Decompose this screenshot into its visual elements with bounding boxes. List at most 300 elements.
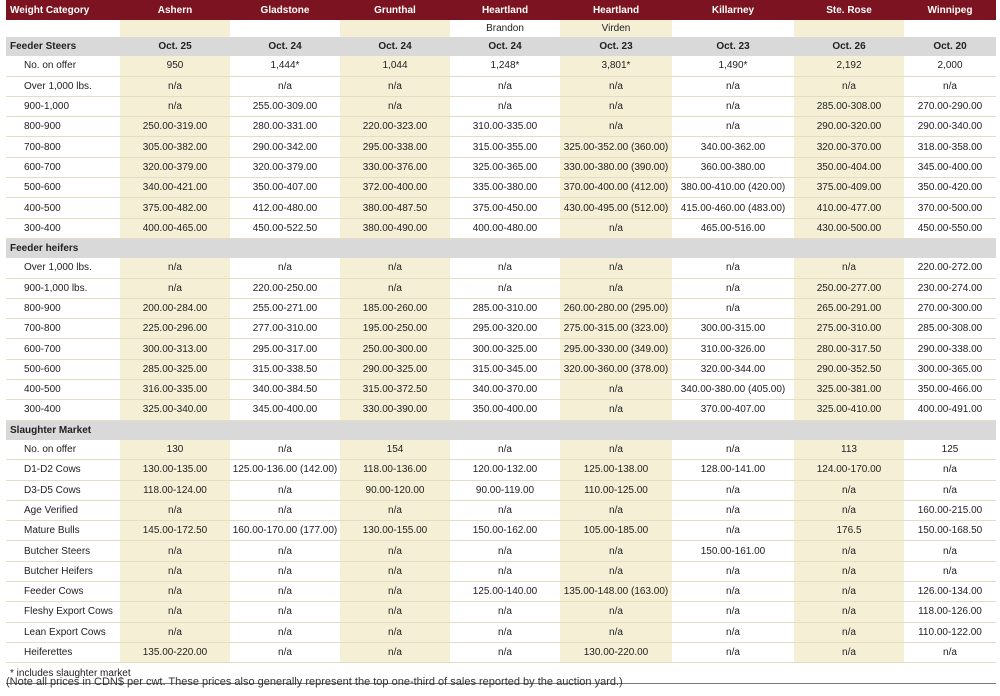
price-cell: n/a	[794, 541, 904, 561]
row-label: 800-900	[6, 298, 120, 318]
price-cell: 120.00-132.00	[450, 460, 560, 480]
price-cell: 340.00-384.50	[230, 380, 340, 400]
table-row	[6, 359, 996, 379]
price-cell: 340.00-370.00	[450, 380, 560, 400]
section-date	[450, 238, 560, 258]
section-header-row	[6, 37, 996, 56]
price-cell: n/a	[904, 642, 996, 662]
price-cell: 290.00-325.00	[340, 359, 450, 379]
price-cell: 350.00-420.00	[904, 178, 996, 198]
price-cell: n/a	[450, 602, 560, 622]
row-label: Age Verified	[6, 500, 120, 520]
table-row	[6, 460, 996, 480]
price-cell: 305.00-382.00	[120, 137, 230, 157]
header-location: Ste. Rose	[794, 0, 904, 20]
price-cell: 110.00-122.00	[904, 622, 996, 642]
price-note: (Note all prices in CDN$ per cwt. These prices also generally represent the top one-third of sales reported by the auction yard.)	[6, 676, 623, 688]
price-cell: 105.00-185.00	[560, 521, 672, 541]
price-cell: 380.00-487.50	[340, 198, 450, 218]
row-label: 700-800	[6, 319, 120, 339]
price-cell: 950	[120, 56, 230, 76]
section-date	[560, 420, 672, 440]
price-cell: n/a	[904, 561, 996, 581]
section-date: Oct. 20	[904, 37, 996, 56]
price-cell: 380.00-490.00	[340, 218, 450, 238]
price-cell: 285.00-325.00	[120, 359, 230, 379]
price-cell: 1,044	[340, 56, 450, 76]
table-row	[6, 339, 996, 359]
price-cell: 1,490*	[672, 56, 794, 76]
price-cell: n/a	[672, 96, 794, 116]
price-cell: 280.00-317.50	[794, 339, 904, 359]
row-label: D3-D5 Cows	[6, 480, 120, 500]
price-cell: 400.00-465.00	[120, 218, 230, 238]
subheader-cell	[230, 20, 340, 37]
subheader-cell: Virden	[560, 20, 672, 37]
price-cell: n/a	[120, 500, 230, 520]
price-cell: 130.00-155.00	[340, 521, 450, 541]
section-date: Oct. 24	[340, 37, 450, 56]
row-label: 900-1,000 lbs.	[6, 278, 120, 298]
price-cell: n/a	[794, 642, 904, 662]
price-cell: 295.00-320.00	[450, 319, 560, 339]
row-label: Heiferettes	[6, 642, 120, 662]
price-cell: 113	[794, 440, 904, 460]
row-label: Butcher Heifers	[6, 561, 120, 581]
price-cell: 185.00-260.00	[340, 298, 450, 318]
price-cell: 375.00-409.00	[794, 178, 904, 198]
price-cell: n/a	[794, 561, 904, 581]
section-header-row	[6, 420, 996, 440]
price-cell: 270.00-300.00	[904, 298, 996, 318]
price-cell: 375.00-450.00	[450, 198, 560, 218]
section-date	[560, 238, 672, 258]
price-cell: 90.00-120.00	[340, 480, 450, 500]
price-cell: 300.00-315.00	[672, 319, 794, 339]
price-cell: 290.00-352.50	[794, 359, 904, 379]
row-label: No. on offer	[6, 440, 120, 460]
price-cell: 110.00-125.00	[560, 480, 672, 500]
price-cell: 350.00-400.00	[450, 400, 560, 420]
price-cell: 225.00-296.00	[120, 319, 230, 339]
price-cell: 290.00-342.00	[230, 137, 340, 157]
price-cell: 325.00-381.00	[794, 380, 904, 400]
price-cell: 277.00-310.00	[230, 319, 340, 339]
price-cell: 415.00-460.00 (483.00)	[672, 198, 794, 218]
subheader-cell	[904, 20, 996, 37]
price-cell: n/a	[230, 622, 340, 642]
price-cell: n/a	[230, 582, 340, 602]
price-cell: 345.00-400.00	[904, 157, 996, 177]
table-row	[6, 258, 996, 278]
price-cell: 316.00-335.00	[120, 380, 230, 400]
price-cell: 315.00-345.00	[450, 359, 560, 379]
price-cell: 145.00-172.50	[120, 521, 230, 541]
row-label: 300-400	[6, 218, 120, 238]
price-cell: 350.00-404.00	[794, 157, 904, 177]
price-cell: n/a	[794, 76, 904, 96]
header-location: Grunthal	[340, 0, 450, 20]
row-label: 400-500	[6, 380, 120, 400]
price-cell: 220.00-323.00	[340, 117, 450, 137]
price-cell: 400.00-491.00	[904, 400, 996, 420]
price-cell: 430.00-500.00	[794, 218, 904, 238]
price-cell: n/a	[560, 380, 672, 400]
price-cell: n/a	[794, 500, 904, 520]
header-location: Ashern	[120, 0, 230, 20]
table-row	[6, 96, 996, 116]
price-cell: n/a	[794, 258, 904, 278]
row-label: 600-700	[6, 339, 120, 359]
price-cell: 195.00-250.00	[340, 319, 450, 339]
price-cell: 295.00-338.00	[340, 137, 450, 157]
section-title: Feeder heifers	[6, 238, 120, 258]
table-row	[6, 400, 996, 420]
price-cell: 255.00-271.00	[230, 298, 340, 318]
row-label: 800-900	[6, 117, 120, 137]
table-row	[6, 440, 996, 460]
price-cell: 340.00-380.00 (405.00)	[672, 380, 794, 400]
price-cell: n/a	[560, 96, 672, 116]
table-row	[6, 602, 996, 622]
subheader-row	[6, 20, 996, 37]
price-cell: 128.00-141.00	[672, 460, 794, 480]
table-row	[6, 319, 996, 339]
section-date: Oct. 26	[794, 37, 904, 56]
price-cell: 124.00-170.00	[794, 460, 904, 480]
price-cell: n/a	[230, 500, 340, 520]
price-cell: 290.00-320.00	[794, 117, 904, 137]
subheader-cell	[120, 20, 230, 37]
section-date	[230, 420, 340, 440]
price-cell: n/a	[672, 480, 794, 500]
subheader-cell	[6, 20, 120, 37]
price-cell: 150.00-161.00	[672, 541, 794, 561]
price-cell: 135.00-148.00 (163.00)	[560, 582, 672, 602]
price-cell: 400.00-480.00	[450, 218, 560, 238]
price-cell: 325.00-352.00 (360.00)	[560, 137, 672, 157]
row-label: Over 1,000 lbs.	[6, 76, 120, 96]
price-cell: n/a	[672, 440, 794, 460]
row-label: 400-500	[6, 198, 120, 218]
subheader-cell	[672, 20, 794, 37]
price-cell: 1,444*	[230, 56, 340, 76]
price-cell: n/a	[450, 500, 560, 520]
price-cell: 370.00-407.00	[672, 400, 794, 420]
price-cell: 135.00-220.00	[120, 642, 230, 662]
price-cell: n/a	[904, 541, 996, 561]
price-cell: 220.00-272.00	[904, 258, 996, 278]
price-cell: n/a	[340, 96, 450, 116]
price-cell: n/a	[560, 561, 672, 581]
section-date	[904, 420, 996, 440]
price-cell: 125.00-140.00	[450, 582, 560, 602]
table-row	[6, 380, 996, 400]
price-cell: 320.00-379.00	[230, 157, 340, 177]
price-cell: 280.00-331.00	[230, 117, 340, 137]
price-cell: n/a	[340, 541, 450, 561]
price-cell: n/a	[450, 642, 560, 662]
price-cell: n/a	[560, 278, 672, 298]
price-cell: n/a	[672, 76, 794, 96]
price-cell: 325.00-410.00	[794, 400, 904, 420]
price-cell: n/a	[450, 440, 560, 460]
row-label: D1-D2 Cows	[6, 460, 120, 480]
section-date	[340, 238, 450, 258]
price-cell: 255.00-309.00	[230, 96, 340, 116]
price-cell: n/a	[120, 278, 230, 298]
price-cell: n/a	[560, 541, 672, 561]
price-cell: 150.00-168.50	[904, 521, 996, 541]
price-cell: n/a	[794, 480, 904, 500]
table-row	[6, 218, 996, 238]
price-cell: 285.00-308.00	[794, 96, 904, 116]
price-cell: n/a	[120, 582, 230, 602]
price-cell: 250.00-277.00	[794, 278, 904, 298]
table-row	[6, 278, 996, 298]
section-header-row	[6, 238, 996, 258]
price-cell: 320.00-370.00	[794, 137, 904, 157]
section-date	[794, 420, 904, 440]
price-cell: 330.00-380.00 (390.00)	[560, 157, 672, 177]
price-cell: 290.00-338.00	[904, 339, 996, 359]
section-date	[794, 238, 904, 258]
price-cell: 320.00-344.00	[672, 359, 794, 379]
price-cell: 430.00-495.00 (512.00)	[560, 198, 672, 218]
section-title: Feeder Steers	[6, 37, 120, 56]
table-row	[6, 561, 996, 581]
price-cell: 154	[340, 440, 450, 460]
price-cell: 360.00-380.00	[672, 157, 794, 177]
price-cell: n/a	[120, 258, 230, 278]
price-cell: n/a	[450, 622, 560, 642]
price-cell: 150.00-162.00	[450, 521, 560, 541]
header-location: Heartland	[560, 0, 672, 20]
row-label: No. on offer	[6, 56, 120, 76]
price-cell: n/a	[340, 561, 450, 581]
price-cell: 300.00-365.00	[904, 359, 996, 379]
section-date	[672, 420, 794, 440]
price-cell: n/a	[560, 258, 672, 278]
price-cell: 325.00-365.00	[450, 157, 560, 177]
price-cell: 220.00-250.00	[230, 278, 340, 298]
price-cell: n/a	[450, 96, 560, 116]
price-cell: 450.00-522.50	[230, 218, 340, 238]
price-cell: n/a	[230, 480, 340, 500]
price-cell: 290.00-340.00	[904, 117, 996, 137]
price-cell: n/a	[450, 541, 560, 561]
section-date: Oct. 24	[230, 37, 340, 56]
header-location: Killarney	[672, 0, 794, 20]
price-cell: 340.00-362.00	[672, 137, 794, 157]
section-date	[904, 238, 996, 258]
subheader-cell	[794, 20, 904, 37]
table-row	[6, 157, 996, 177]
header-weight-category: Weight Category	[6, 0, 120, 20]
table-row	[6, 198, 996, 218]
price-cell: n/a	[672, 622, 794, 642]
price-cell: n/a	[672, 258, 794, 278]
price-cell: 295.00-317.00	[230, 339, 340, 359]
table-row	[6, 541, 996, 561]
table-row	[6, 582, 996, 602]
price-cell: 325.00-340.00	[120, 400, 230, 420]
price-cell: 295.00-330.00 (349.00)	[560, 339, 672, 359]
price-cell: 345.00-400.00	[230, 400, 340, 420]
row-label: Lean Export Cows	[6, 622, 120, 642]
price-cell: 315.00-338.50	[230, 359, 340, 379]
price-cell: n/a	[340, 76, 450, 96]
price-cell: n/a	[120, 561, 230, 581]
table-row	[6, 622, 996, 642]
row-label: 300-400	[6, 400, 120, 420]
price-cell: n/a	[560, 500, 672, 520]
section-date: Oct. 23	[560, 37, 672, 56]
price-cell: 2,000	[904, 56, 996, 76]
price-cell: 315.00-372.50	[340, 380, 450, 400]
price-cell: n/a	[230, 541, 340, 561]
price-cell: n/a	[340, 258, 450, 278]
row-label: 900-1,000	[6, 96, 120, 116]
price-cell: 3,801*	[560, 56, 672, 76]
price-cell: 350.00-466.00	[904, 380, 996, 400]
price-cell: 410.00-477.00	[794, 198, 904, 218]
price-cell: 125	[904, 440, 996, 460]
row-label: Fleshy Export Cows	[6, 602, 120, 622]
price-cell: 275.00-310.00	[794, 319, 904, 339]
price-cell: 350.00-407.00	[230, 178, 340, 198]
price-cell: 275.00-315.00 (323.00)	[560, 319, 672, 339]
price-cell: n/a	[340, 500, 450, 520]
section-title: Slaughter Market	[6, 420, 120, 440]
price-cell: 465.00-516.00	[672, 218, 794, 238]
section-date	[340, 420, 450, 440]
header-row	[6, 0, 996, 20]
price-cell: 250.00-300.00	[340, 339, 450, 359]
price-cell: n/a	[450, 76, 560, 96]
price-cell: n/a	[120, 541, 230, 561]
table-row	[6, 521, 996, 541]
price-cell: 370.00-400.00 (412.00)	[560, 178, 672, 198]
section-date: Oct. 23	[672, 37, 794, 56]
price-cell: 200.00-284.00	[120, 298, 230, 318]
price-table	[6, 0, 996, 684]
price-cell: n/a	[794, 582, 904, 602]
price-cell: 160.00-170.00 (177.00)	[230, 521, 340, 541]
price-cell: n/a	[340, 582, 450, 602]
row-label: Feeder Cows	[6, 582, 120, 602]
price-cell: 90.00-119.00	[450, 480, 560, 500]
price-cell: 118.00-136.00	[340, 460, 450, 480]
price-cell: 270.00-290.00	[904, 96, 996, 116]
price-cell: n/a	[560, 602, 672, 622]
price-cell: 265.00-291.00	[794, 298, 904, 318]
price-cell: 118.00-124.00	[120, 480, 230, 500]
price-cell: 300.00-325.00	[450, 339, 560, 359]
price-cell: n/a	[230, 76, 340, 96]
price-cell: 130	[120, 440, 230, 460]
table-row	[6, 76, 996, 96]
header-location: Heartland	[450, 0, 560, 20]
price-cell: n/a	[672, 298, 794, 318]
price-cell: n/a	[230, 440, 340, 460]
row-label: Mature Bulls	[6, 521, 120, 541]
section-date	[230, 238, 340, 258]
row-label: Over 1,000 lbs.	[6, 258, 120, 278]
price-cell: n/a	[450, 278, 560, 298]
price-cell: n/a	[560, 622, 672, 642]
price-cell: n/a	[672, 521, 794, 541]
row-label: 500-600	[6, 359, 120, 379]
price-cell: 118.00-126.00	[904, 602, 996, 622]
price-cell: n/a	[230, 258, 340, 278]
price-cell: n/a	[672, 117, 794, 137]
price-cell: n/a	[230, 642, 340, 662]
price-cell: 310.00-335.00	[450, 117, 560, 137]
price-cell: 320.00-360.00 (378.00)	[560, 359, 672, 379]
price-cell: n/a	[450, 258, 560, 278]
price-cell: 130.00-220.00	[560, 642, 672, 662]
price-cell: n/a	[904, 76, 996, 96]
price-cell: n/a	[340, 602, 450, 622]
price-cell: n/a	[672, 602, 794, 622]
price-cell: n/a	[672, 278, 794, 298]
price-cell: n/a	[560, 218, 672, 238]
price-cell: n/a	[794, 622, 904, 642]
price-cell: 126.00-134.00	[904, 582, 996, 602]
price-cell: n/a	[794, 602, 904, 622]
price-cell: n/a	[560, 117, 672, 137]
price-cell: 176.5	[794, 521, 904, 541]
price-cell: n/a	[904, 480, 996, 500]
price-cell: 320.00-379.00	[120, 157, 230, 177]
price-cell: 285.00-308.00	[904, 319, 996, 339]
price-cell: 450.00-550.00	[904, 218, 996, 238]
section-date	[120, 238, 230, 258]
price-cell: 1,248*	[450, 56, 560, 76]
price-cell: n/a	[672, 642, 794, 662]
price-cell: 130.00-135.00	[120, 460, 230, 480]
price-cell: 412.00-480.00	[230, 198, 340, 218]
price-cell: 300.00-313.00	[120, 339, 230, 359]
section-date: Oct. 24	[450, 37, 560, 56]
price-cell: 330.00-376.00	[340, 157, 450, 177]
table-row	[6, 56, 996, 76]
row-label: 500-600	[6, 178, 120, 198]
section-date: Oct. 25	[120, 37, 230, 56]
price-cell: n/a	[560, 400, 672, 420]
price-cell: n/a	[340, 622, 450, 642]
price-cell: n/a	[340, 278, 450, 298]
table-row	[6, 137, 996, 157]
price-cell: 315.00-355.00	[450, 137, 560, 157]
price-cell: n/a	[120, 622, 230, 642]
row-label: 600-700	[6, 157, 120, 177]
price-cell: 335.00-380.00	[450, 178, 560, 198]
subheader-cell: Brandon	[486, 23, 524, 34]
price-cell: 330.00-390.00	[340, 400, 450, 420]
table-row	[6, 117, 996, 137]
price-cell: n/a	[904, 460, 996, 480]
table-row	[6, 178, 996, 198]
price-cell: 318.00-358.00	[904, 137, 996, 157]
price-cell: n/a	[120, 96, 230, 116]
price-cell: 310.00-326.00	[672, 339, 794, 359]
price-cell: 250.00-319.00	[120, 117, 230, 137]
price-cell: n/a	[230, 561, 340, 581]
footnote: * includes slaughter market	[6, 663, 996, 684]
price-cell: n/a	[672, 500, 794, 520]
